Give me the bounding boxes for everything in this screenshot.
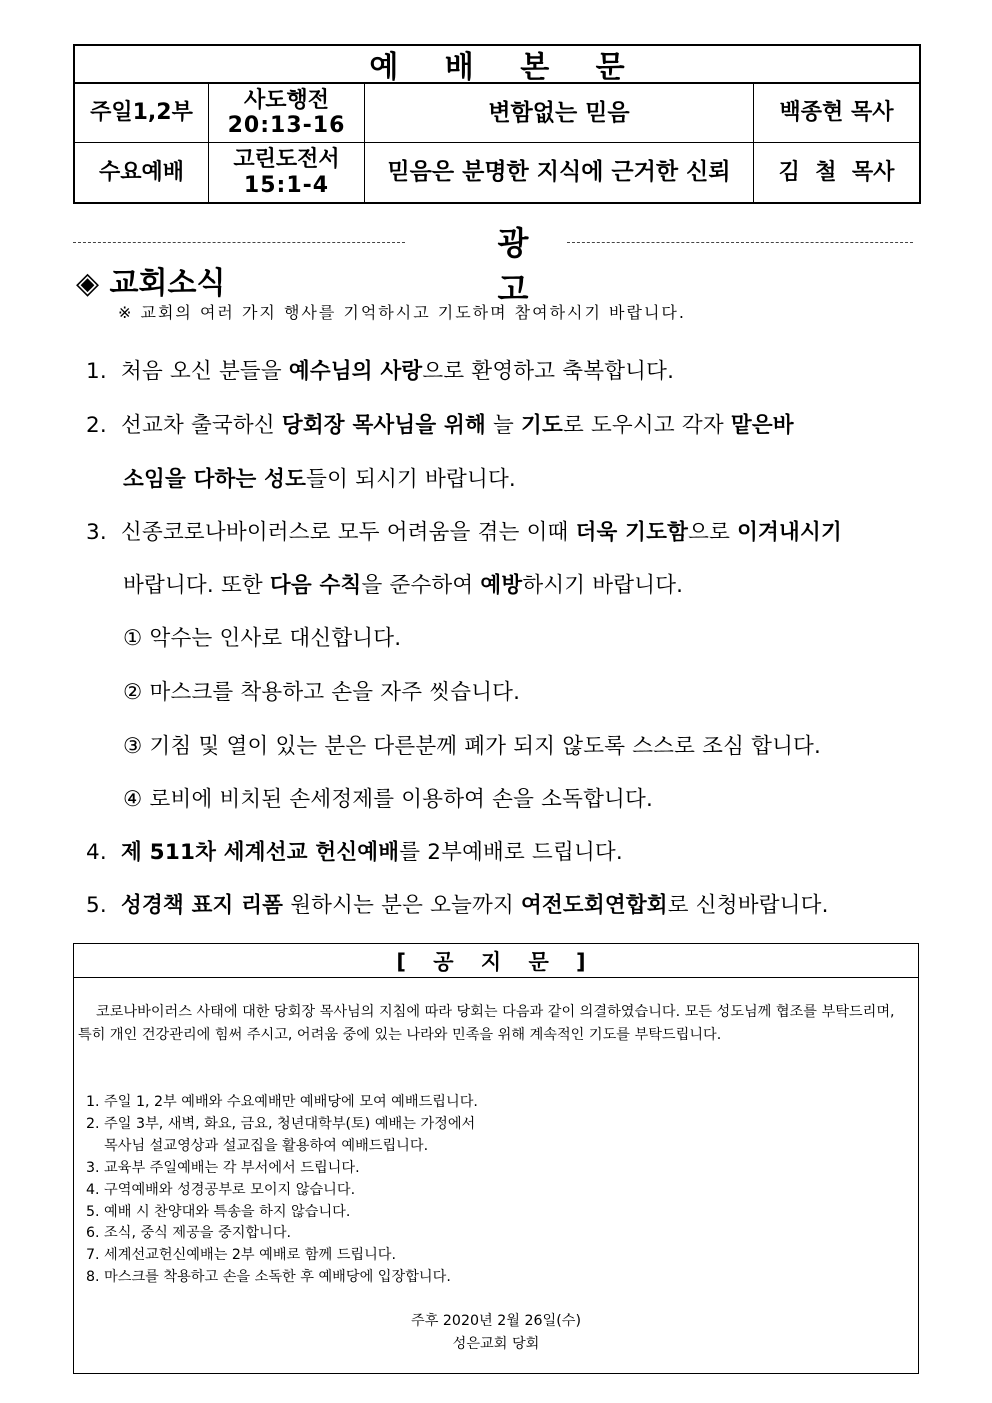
preacher-name: 백종현 목사 — [779, 100, 894, 126]
prevention-rule: ④ 로비에 비치된 손세정제를 이용하여 손을 소독합니다. — [123, 787, 654, 812]
prevention-rule: ① 악수는 인사로 대신합니다. — [123, 626, 402, 651]
sermon-row — [75, 84, 919, 143]
announcements-title: 광 고 — [497, 224, 573, 308]
news-emphasis: 기도 — [521, 413, 563, 438]
sermon-table-title-row — [75, 46, 919, 84]
news-text: 바랍니다. 또한 — [123, 573, 270, 598]
news-item-continuation — [123, 568, 683, 599]
notice-intro: 코로나바이러스 사태에 대한 당회장 목사님의 지침에 따라 당회는 다음과 같이 의결하였습니다. 모든 성도님께 협조를 부탁드리며, 특히 개인 건강관리에 힘써 주시고, 어려움 중에 있는 나라와 민족을 위해 계속적인 기도를 부탁드립니다. — [78, 1004, 895, 1043]
scripture-book: 사도행전 — [243, 87, 329, 113]
sermon-table-title: 예 배 본 문 — [369, 50, 643, 85]
notice-item: 7. 세계선교헌신예배는 2부 예배로 함께 드립니다. — [86, 1247, 397, 1263]
news-text: 로 도우시고 각자 — [562, 413, 731, 438]
sermon-row — [75, 143, 919, 202]
news-text: 으로 — [688, 520, 738, 545]
scripture-reference — [209, 84, 365, 142]
news-item-number: 1. — [86, 359, 107, 384]
news-item — [86, 515, 842, 546]
notice-item: 5. 예배 시 찬양대와 특송을 하지 않습니다. — [86, 1204, 351, 1220]
news-emphasis: 여전도회연합회 — [520, 893, 668, 918]
news-text: 늘 — [485, 413, 521, 438]
prevention-rule: ② 마스크를 착용하고 손을 자주 씻습니다. — [123, 680, 521, 705]
news-text: 들이 되시기 바랍니다. — [306, 467, 516, 492]
church-news-note: ※ 교회의 여러 가지 행사를 기억하시고 기도하며 참여하시기 바랍니다. — [118, 303, 686, 322]
news-text: 선교차 출국하신 — [121, 413, 282, 438]
news-emphasis: 맡은바 — [730, 413, 794, 438]
notice-title-row — [74, 944, 918, 978]
news-emphasis: 다음 수칙 — [269, 573, 362, 598]
notice-item: 1. 주일 1, 2부 예배와 수요예배만 예배당에 모여 예배드립니다. — [86, 1094, 478, 1110]
news-text: 하시기 바랍니다. — [522, 573, 684, 598]
notice-box — [73, 943, 919, 1374]
news-emphasis: 당회장 목사님을 위해 — [281, 413, 486, 438]
scripture-reference — [209, 143, 365, 202]
news-item — [86, 408, 794, 439]
notice-date: 주후 2020년 2월 26일(수) — [410, 1313, 582, 1329]
service-name: 주일1,2부 — [75, 84, 209, 142]
news-text: 처음 오신 분들을 — [121, 359, 289, 384]
news-item — [86, 354, 674, 385]
news-item-number: 2. — [86, 413, 107, 438]
news-text: 신종코로나바이러스로 모두 어려움을 겪는 이때 — [121, 520, 576, 545]
news-emphasis: 예방 — [480, 573, 523, 598]
notice-item: 8. 마스크를 착용하고 손을 소독한 후 예배당에 입장합니다. — [86, 1269, 451, 1285]
news-text: 원하시는 분은 오늘까지 — [283, 893, 521, 918]
scripture-verse: 20:13-16 — [227, 113, 346, 138]
news-emphasis: 성경책 표지 리폼 — [121, 893, 284, 918]
scripture-book: 고린도전서 — [233, 147, 340, 173]
dashed-rule-right — [567, 242, 913, 243]
sermon-table — [73, 44, 921, 204]
news-item — [86, 835, 623, 866]
news-item-number: 3. — [86, 520, 107, 545]
news-text: 를 2부예배로 드립니다. — [399, 840, 623, 865]
preacher-name: 김 철 목사 — [778, 159, 895, 185]
dashed-rule-left — [73, 242, 405, 243]
service-name: 수요예배 — [75, 143, 209, 202]
news-item-number: 4. — [86, 840, 107, 865]
scripture-verse: 15:1-4 — [243, 172, 330, 198]
prevention-rule: ③ 기침 및 열이 있는 분은 다른분께 폐가 되지 않도록 스스로 조심 합니다. — [123, 734, 822, 759]
notice-item: 4. 구역예배와 성경공부로 모이지 않습니다. — [86, 1182, 356, 1198]
news-emphasis: 더욱 기도함 — [575, 520, 689, 545]
notice-item: 2. 주일 3부, 새벽, 화요, 금요, 청년대학부(토) 예배는 가정에서 — [86, 1116, 476, 1132]
news-item-number: 5. — [86, 893, 107, 918]
notice-signature: 성은교회 당회 — [452, 1336, 540, 1352]
notice-item: 6. 조식, 중식 제공을 중지합니다. — [86, 1225, 292, 1241]
news-emphasis: 제 511차 세계선교 헌신예배 — [121, 840, 400, 865]
sermon-title: 믿음은 분명한 지식에 근거한 신뢰 — [365, 143, 754, 202]
news-item — [86, 888, 829, 919]
notice-item: 3. 교육부 주일예배는 각 부서에서 드립니다. — [86, 1160, 360, 1176]
notice-title: [ 공 지 문 ] — [396, 949, 596, 974]
news-emphasis: 이겨내시기 — [737, 520, 842, 545]
news-text: 을 준수하여 — [361, 573, 481, 598]
news-text: 로 신청바랍니다. — [667, 893, 829, 918]
news-emphasis: 예수님의 사랑 — [288, 359, 423, 384]
notice-item-continuation: 목사님 설교영상과 설교집을 활용하여 예배드립니다. — [86, 1138, 429, 1154]
church-news-heading: ◈ 교회소식 — [76, 266, 226, 301]
sermon-title: 변함없는 믿음 — [365, 84, 754, 142]
news-item-continuation — [123, 462, 516, 493]
news-text: 으로 환영하고 축복합니다. — [422, 359, 675, 384]
news-emphasis: 소임을 다하는 성도 — [123, 467, 307, 492]
